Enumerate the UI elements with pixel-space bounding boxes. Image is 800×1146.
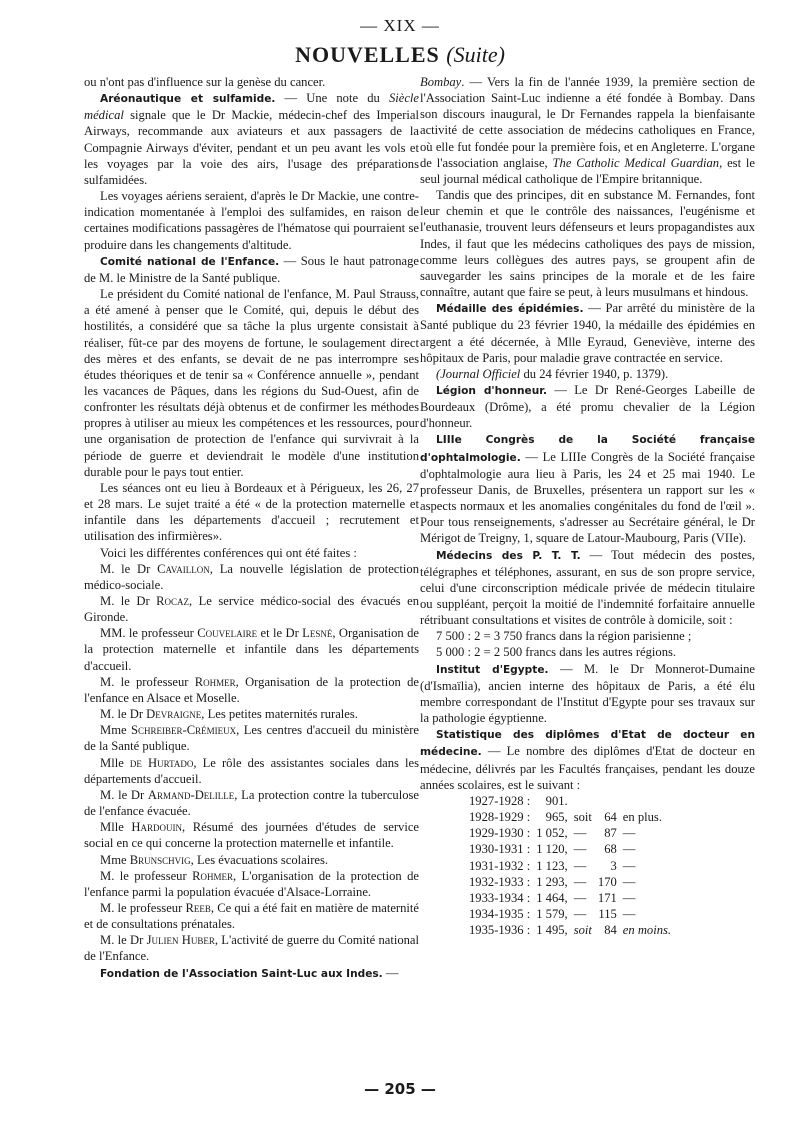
text-run: M. le Dr	[100, 787, 148, 802]
paragraph	[84, 188, 419, 253]
table-row	[466, 809, 674, 825]
paragraph	[84, 932, 419, 964]
paragraph	[420, 644, 755, 660]
text-run: de Hurtado	[129, 755, 194, 770]
text-run: Mlle	[100, 755, 130, 770]
section-heading: Statistique des diplômes d'Etat de docteur en médecine.	[420, 729, 755, 759]
text-run: The Catholic Medical Guardian	[552, 155, 720, 170]
stat-sep	[571, 793, 595, 809]
text-run: , Résumé des journées d'études de service social en ce qui concerne la protection maternelle et infantile.	[84, 820, 419, 851]
stat-year: 1933-1934 :	[469, 890, 531, 905]
stat-tail: —	[622, 890, 636, 905]
text-run: Julien Huber	[146, 933, 215, 948]
stat-diff: 115	[598, 906, 617, 921]
roman-folio: — XIX —	[360, 16, 440, 35]
paragraph	[84, 286, 419, 480]
text-run: — Une note du	[275, 91, 389, 106]
text-run: , Ce qui a été fait en matière de maternité et de consultations prénatales.	[84, 900, 419, 932]
paragraph	[84, 900, 419, 932]
stat-year: 1931-1932 :	[469, 858, 531, 873]
stat-diff: 87	[604, 826, 617, 841]
section-heading: LIIIe Congrès de la Société française d'ophtalmologie.	[420, 434, 755, 464]
stat-tail: —	[622, 874, 636, 889]
text-run: Mme	[100, 723, 132, 738]
table-row	[466, 890, 674, 906]
text-run: Voici les différentes conférences qui ont été faites :	[100, 545, 357, 560]
text-run: , Le service médico-social des évacués en Gironde.	[84, 594, 419, 625]
text-run: , L'activité de guerre du Comité national de l'Enfance.	[84, 933, 420, 964]
paragraph	[420, 726, 755, 793]
paragraph	[420, 187, 755, 300]
paragraph	[84, 90, 419, 188]
section-heading: Médaille des épidémies.	[436, 303, 584, 316]
text-run: ou n'ont pas d'influence sur la genèse du cancer.	[84, 75, 326, 89]
left-column	[84, 74, 419, 982]
paragraph	[84, 819, 419, 851]
text-run: Schreiber-Crémieux	[131, 723, 237, 738]
stat-tail	[620, 793, 674, 809]
section-heading: Légion d'honneur.	[436, 384, 548, 397]
text-run: Hardouin	[131, 820, 182, 835]
right-paragraphs	[420, 74, 755, 793]
stat-sep: soit	[573, 923, 592, 938]
text-run: Brunschvig	[129, 852, 191, 867]
text-run: Bombay	[420, 75, 462, 89]
text-run: —	[382, 965, 399, 980]
text-run: , La protection contre la tuberculose de l'enfance évacuée.	[84, 787, 419, 819]
text-run: MM. le professeur	[100, 626, 198, 641]
text-run: signale que le Dr Mackie, médecin-chef des Imperial Airways, recommande aux aviateurs et aux passagers de la Compagnie Airways d'éviter, pendant et un peu avant les vols et les voyages par la voie des airs, l'usage des préparations sulfamidées.	[84, 108, 419, 187]
stat-diff: 170	[597, 874, 617, 889]
text-run: Rohmer	[194, 674, 236, 689]
text-run: , est le seul journal médical catholique de l'Empire britannique.	[420, 155, 755, 186]
table-row	[466, 906, 674, 922]
stat-diff: 84	[604, 923, 617, 938]
stat-tail: en moins.	[622, 923, 672, 938]
stat-count: 1 120,	[536, 842, 568, 857]
text-run: M. le Dr	[100, 707, 147, 722]
stat-tail: en plus.	[622, 810, 662, 825]
text-run: M. le professeur	[100, 900, 186, 915]
table-row	[466, 825, 674, 841]
stat-count: 1 123,	[536, 858, 568, 873]
paragraph	[84, 625, 419, 673]
text-run: Armand-Delille	[147, 787, 235, 802]
text-run: Siècle médical	[84, 91, 420, 123]
text-run: , Les centres d'accueil du ministère de la Santé publique.	[84, 723, 419, 754]
paragraph	[84, 593, 419, 625]
paragraph	[84, 787, 419, 819]
paragraph	[420, 366, 755, 382]
text-run: Les séances ont eu lieu à Bordeaux et à Périgueux, les 26, 27 et 28 mars. Le sujet traité a été « de la protection maternelle et infantile dans les départements d'accueil ; recrutement et utilisation des infirmières».	[84, 480, 419, 544]
stat-diff: 3	[610, 858, 617, 873]
text-run: . — Vers la fin de l'année 1939, la première section de l'Association Saint-Luc indienne a été fondée à Bombay. Dans son discours inaugural, le Dr Fernandes rappela la bienfaisante activité de cette association de médecins catholiques en France, où elle fut fondée pour la première fois, et en Angleterre. L'organe de l'association anglaise,	[420, 75, 755, 170]
paragraph	[84, 755, 419, 787]
section-heading: Médecins des P. T. T.	[436, 549, 581, 562]
text-run: — Sous le haut patronage de M. le Ministre de la Santé publique.	[84, 253, 419, 285]
text-run: Mlle	[100, 820, 132, 835]
stat-year: 1932-1933 :	[469, 874, 531, 889]
paragraph	[420, 547, 755, 629]
paragraph	[84, 480, 419, 545]
text-run: Reeb	[185, 900, 211, 915]
text-run: 7 500 : 2 = 3 750 francs dans la région parisienne ;	[436, 629, 692, 644]
text-run: M. le Dr	[100, 561, 158, 576]
stat-sep: —	[573, 874, 587, 889]
text-run: , Les évacuations scolaires.	[190, 852, 329, 867]
paragraph	[420, 74, 755, 187]
stat-count: 1 579,	[536, 906, 568, 921]
section-heading: Aréonautique et sulfamide.	[100, 93, 276, 106]
stat-diff: 68	[604, 842, 617, 857]
paragraph	[84, 253, 419, 286]
text-run: du 24 février 1940, p. 1379).	[520, 366, 669, 381]
text-run: Lesné	[302, 626, 333, 641]
right-column	[420, 74, 755, 938]
section-heading: Fondation de l'Association Saint-Luc aux Indes.	[100, 967, 383, 980]
paragraph	[420, 382, 755, 431]
paragraph	[420, 300, 755, 366]
paragraph	[84, 545, 419, 561]
text-run: — Le Dr René-Georges Labeille de Bourdeaux (Drôme), a été promu chevalier de la Légion d'honneur.	[420, 382, 755, 431]
stat-year: 1929-1930 :	[469, 826, 531, 841]
text-run: Tandis que des principes, dit en substance M. Fernandes, font leur chemin et que le contrôle des naissances, l'eugénisme et l'euthanasie, trouvent leurs défenseurs et leurs propagandistes aux Indes, il faut que les médecins catholiques des pays de mission, comme leurs collègues des autres pays, se groupent afin de sauvegarder les sains principes de la morale et de les faire connaître, autant que faire se peut, à leurs musulmans et hindous.	[420, 188, 755, 300]
page-number: — 205 —	[364, 1080, 436, 1098]
text-run: Devraigne	[146, 707, 202, 722]
stat-count: 1 293,	[536, 874, 568, 889]
text-run: Mme	[100, 852, 130, 867]
title-main: NOUVELLES	[295, 42, 440, 67]
stat-year: 1927-1928 :	[469, 793, 531, 808]
stat-sep: soit	[573, 810, 592, 825]
stat-year: 1930-1931 :	[469, 842, 531, 857]
paragraph	[420, 661, 755, 727]
stat-count: 965,	[545, 810, 568, 825]
stat-sep: —	[573, 826, 587, 841]
text-run: — Par arrêté du ministère de la Santé publique du 23 février 1940, la médaille des épidémies en argent a été décernée, à Mlle Eyraud, Geneviève, interne des hôpitaux de Paris, pour maladie grave contractée en service.	[420, 301, 755, 365]
stat-tail: —	[622, 842, 636, 857]
text-run: M. le Dr	[100, 933, 147, 948]
stat-diff	[595, 793, 620, 809]
paragraph	[84, 868, 419, 900]
paragraph	[84, 965, 419, 982]
stat-year: 1928-1929 :	[469, 810, 531, 825]
paragraph	[84, 706, 419, 722]
text-run: , L'organisation de la protection de l'enfance parmi la population évacuée d'Alsace-Lorraine.	[84, 868, 419, 899]
text-run: (Journal Officiel	[436, 366, 521, 381]
text-run: M. le professeur	[100, 674, 195, 689]
stat-sep: —	[573, 890, 587, 905]
text-run: , Organisation de la protection de l'enfance en Alsace et Moselle.	[84, 674, 419, 705]
paragraph	[84, 722, 419, 754]
stat-tail: —	[622, 826, 636, 841]
text-run: M. le professeur	[100, 868, 193, 883]
stat-sep: —	[573, 906, 587, 921]
text-run: Cavaillon	[157, 561, 210, 576]
section-heading: Institut d'Egypte.	[436, 663, 549, 676]
stat-year: 1935-1936 :	[469, 923, 531, 938]
stat-diff: 64	[604, 810, 617, 825]
text-run: Les voyages aériens seraient, d'après le Dr Mackie, une contre-indication momentanée à l'emploi des sulfamides, en raison de certaines modifications passagères de l'hématose qui pourraient se produire dans les changements d'altitude.	[84, 189, 419, 252]
diploma-statistics-table	[466, 793, 674, 938]
table-row	[466, 874, 674, 890]
text-run: , Le rôle des assistantes sociales dans les départements d'accueil.	[84, 755, 419, 786]
stat-count: 1 052,	[536, 826, 568, 841]
text-run: , La nouvelle législation de protection médico-sociale.	[84, 561, 419, 592]
table-row	[466, 922, 674, 938]
text-run: Le président du Comité national de l'enfance, M. Paul Strauss, a été amené à penser que le Comité, qui, depuis le début des hostilités, a considéré que sa tâche la plus urgente consistait à réaliser, fût-ce par des moyens de fortune, le soulagement direct des mères et des enfants, se devait de ne pas interrompre ses études théoriques et de tenir sa « Conférence annuelle », pendant les vacances de Pâques, dans les régions du Sud-Ouest, afin de confronter les résultats déjà obtenus et de confirmer les méthodes propres à utiliser au mieux les compétences et les ressources, pour une organisation de protection de l'enfance qui survivrait à la période de guerre et deviendrait le modèle d'une institution durable pour le pays tout entier.	[84, 287, 419, 479]
stat-sep: —	[573, 842, 587, 857]
stat-diff: 171	[597, 890, 617, 905]
text-run: M. le Dr	[100, 594, 157, 608]
text-run: et le Dr	[257, 626, 303, 641]
text-run: Rohmer	[192, 868, 233, 883]
stat-sep: —	[573, 858, 587, 873]
paragraph	[84, 674, 419, 706]
paragraph	[420, 628, 755, 644]
paragraph	[84, 852, 419, 868]
text-run: — Le nombre des diplômes d'Etat de docteur en médecine, délivrés par les Facultés françaises, pendant les douze années scolaires, est le suivant :	[420, 744, 755, 792]
text-run: , Les petites maternités rurales.	[201, 707, 358, 722]
text-run: Rocaz	[156, 594, 189, 608]
text-run: , Organisation de la protection maternelle et infantile dans les départements d'accueil.	[84, 626, 419, 673]
text-run: Couvelaire	[197, 626, 258, 641]
stat-count: 1 464,	[536, 890, 568, 905]
table-row	[466, 841, 674, 857]
stat-year: 1934-1935 :	[469, 906, 531, 921]
section-heading: Comité national de l'Enfance.	[100, 255, 280, 268]
title-suite: (Suite)	[446, 42, 505, 67]
paragraph	[84, 74, 419, 90]
paragraph	[84, 561, 419, 593]
stat-count: 901.	[545, 793, 568, 808]
text-run: 5 000 : 2 = 2 500 francs dans les autres régions.	[436, 645, 677, 660]
paragraph	[420, 431, 755, 546]
page-title	[0, 42, 800, 68]
table-row	[466, 858, 674, 874]
text-run: — M. le Dr Monnerot-Dumaine (d'Ismaïlia), ancien interne des hôpitaux de Paris, a été élu membre correspondant de l'Institut d'Egypte pour ses travaux sur la pathologie égyptienne.	[420, 661, 755, 726]
text-run: — Le LIIIe Congrès de la Société française d'ophtalmologie aura lieu à Paris, les 24 et 25 mai 1940. Le professeur Danis, de Bruxelles, présentera un rapport sur les « aspects normaux et les anomalies congénitales du fond de l'œil ». Pour tous renseignements, s'adresser au Secrétaire général, le Dr Mérigot de Treigny, 1, square de Latour-Maubourg, Paris (VIIe).	[420, 449, 755, 546]
stat-count: 1 495,	[536, 923, 568, 938]
text-run: — Tout médecin des postes, télégraphes et téléphones, assurant, en sus de son propre service, celui d'une circonscription médicale privée de médecin titulaire ou suppléant, perçoit la moitié de l'indemnité forfaitaire annuelle rétribuant consultations et visites de contrôle à domicile, soit :	[420, 547, 755, 628]
table-row	[466, 793, 674, 809]
stat-tail: —	[622, 906, 636, 921]
stat-tail: —	[622, 858, 636, 873]
